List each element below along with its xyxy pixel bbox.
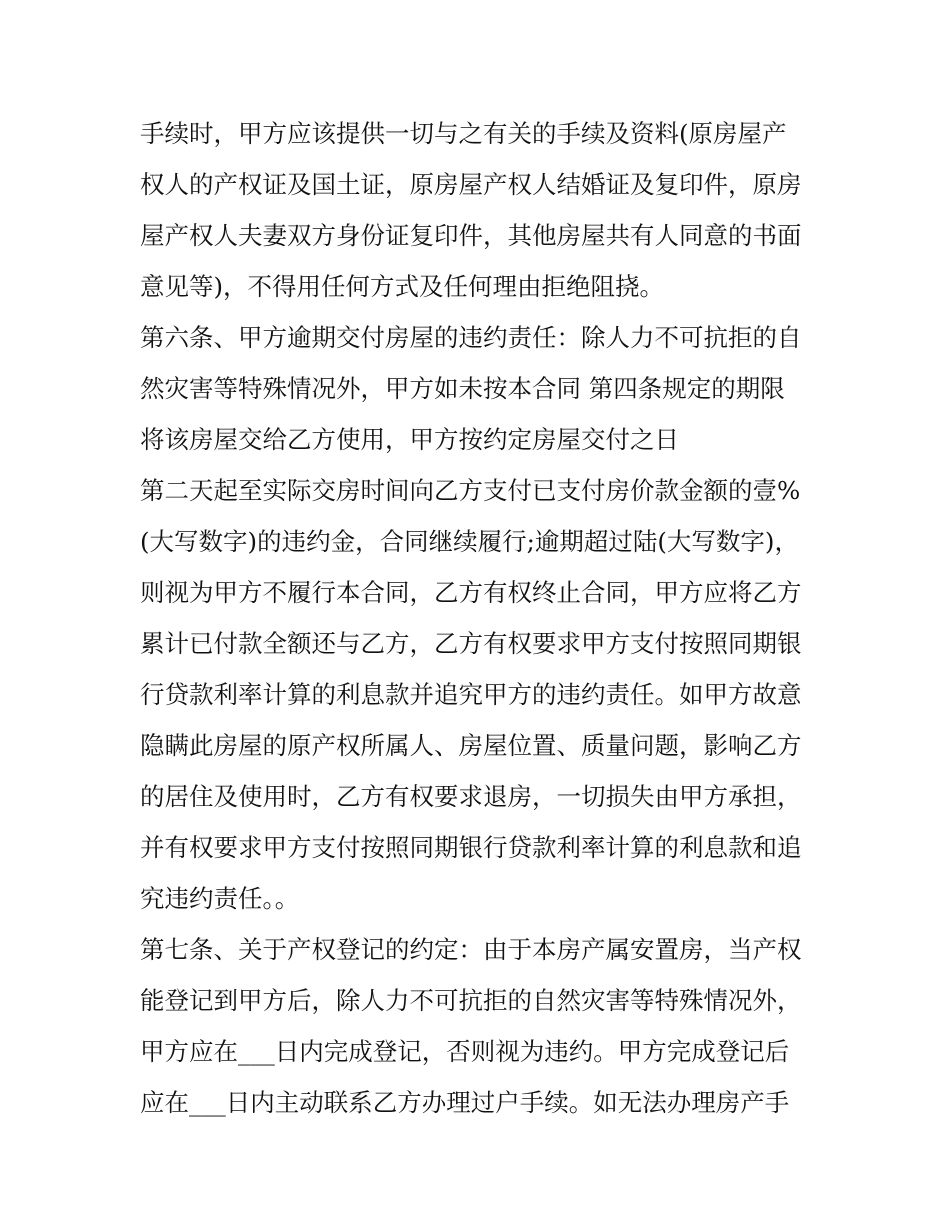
- text-line-1: 手续时，甲方应该提供一切与之有关的手续及资料(原房屋产: [140, 119, 787, 148]
- text-line-11: 累计已付款全额还与乙方，乙方有权要求甲方支付按照同期银: [140, 629, 802, 658]
- text-line-3: 屋产权人夫妻双方身份证复印件，其他房屋共有人同意的书面: [140, 221, 802, 250]
- contract-text: [140, 108, 820, 1128]
- text-line-16: 究违约责任。。: [140, 884, 300, 913]
- text-line-15: 并有权要求甲方支付按照同期银行贷款利率计算的利息款和追: [140, 833, 802, 862]
- text-line-17: 第七条、关于产权登记的约定：由于本房产属安置房，当产权: [140, 935, 802, 964]
- text-line-8: 第二天起至实际交房时间向乙方支付已支付房价款金额的壹%: [140, 476, 801, 505]
- text-line-14: 的居住及使用时，乙方有权要求退房，一切损失由甲方承担，: [140, 782, 802, 811]
- text-line-12: 行贷款利率计算的利息款并追究甲方的违约责任。如甲方故意: [140, 680, 802, 709]
- text-line-20: 应在___日内主动联系乙方办理过户手续。如无法办理房产手: [140, 1088, 790, 1117]
- text-line-19: 甲方应在___日内完成登记，否则视为违约。甲方完成登记后: [140, 1037, 790, 1066]
- text-line-13: 隐瞒此房屋的原产权所属人、房屋位置、质量问题，影响乙方: [140, 731, 802, 760]
- text-line-4: 意见等)，不得用任何方式及任何理由拒绝阻挠。: [140, 272, 665, 301]
- text-line-10: 则视为甲方不履行本合同，乙方有权终止合同，甲方应将乙方: [140, 578, 802, 607]
- text-line-7: 将该房屋交给乙方使用，甲方按约定房屋交付之日: [140, 425, 679, 454]
- text-line-18: 能登记到甲方后，除人力不可抗拒的自然灾害等特殊情况外，: [140, 986, 802, 1015]
- text-line-5: 第六条、甲方逾期交付房屋的违约责任：除人力不可抗拒的自: [140, 323, 802, 352]
- text-line-2: 权人的产权证及国土证，原房屋产权人结婚证及复印件，原房: [140, 170, 802, 199]
- text-line-9: (大写数字)的违约金，合同继续履行;逾期超过陆(大写数字)，: [140, 527, 799, 556]
- text-line-6: 然灾害等特殊情况外，甲方如未按本合同 第四条规定的期限: [140, 374, 785, 403]
